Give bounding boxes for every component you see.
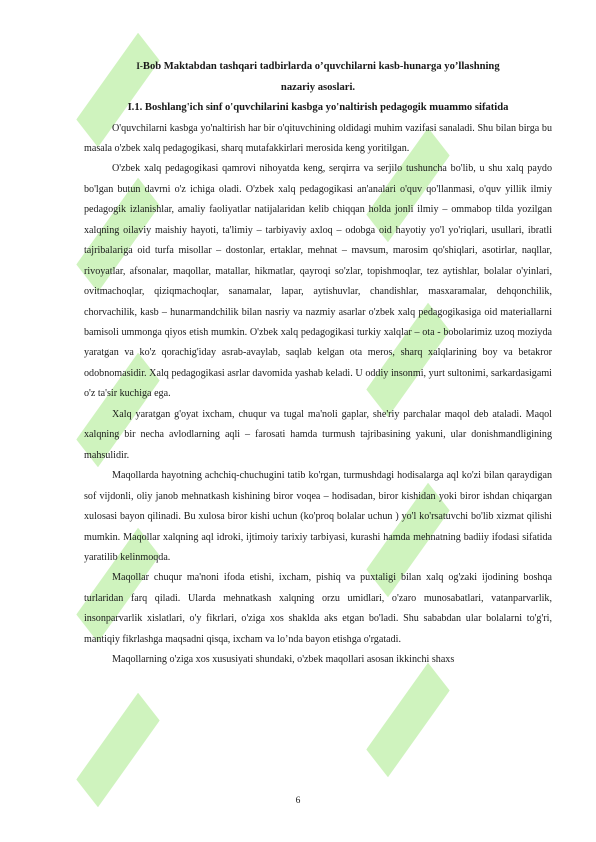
watermark-shape	[70, 686, 167, 814]
chapter-title-line1: Bob Maktabdan tashqari tadbirlarda o’quvchilarni kasb-hunarga yo’llashning	[142, 61, 500, 72]
paragraph: Maqollarda hayotning achchiq-chuchugini tatib ko'rgan, turmushdagi hodisalarga aql ko'zi bilan qaraydigan sof vijdonli, oliy janob mehnatkash kishining biror voqea – hodisadan, biror kishidan yoki biror ishdan chiqargan xulosasi bayon qilinadi. Bu xulosa biror kishi uchun (ko'proq bolalar uchun ) yo'l ko'rsatuvchi bo'lib xizmat qilishi mumkin. Maqollar xalqning aql idroki, ijtimoiy tarixiy tarbiyasi, kurashi hamda mehnatning badiiy ifodasi sifatida yaratilib kelinmoqda.	[84, 470, 552, 564]
chapter-title-line2: nazariy asoslari.	[280, 81, 356, 93]
chapter-title	[84, 56, 552, 78]
page-number: 6	[295, 796, 301, 806]
watermark-shape	[360, 656, 457, 784]
paragraph: O'quvchilarni kasbga yo'naltirish har bir o'qituvchining oldidagi muhim vazifasi sanaladi. Shu bilan birga bu masala o'zbek xalq pedagogikasi, sharq mutafakkirlari merosida keng yoritilgan.	[84, 122, 552, 154]
chapter-number: I-	[136, 61, 143, 71]
section-heading: I.1. Boshlang'ich sinf o'quvchilarini kasbga yo'naltirish pedagogik muammo sifatida	[127, 102, 509, 113]
paragraph: Maqollarning o'ziga xos xususiyati shundaki, o'zbek maqollari asosan ikkinchi shaxs	[112, 654, 455, 666]
document-body	[84, 56, 552, 671]
paragraph: Xalq yaratgan g'oyat ixcham, chuqur va tugal ma'noli gaplar, she'riy parchalar maqol deb ataladi. Maqol xalqning bir necha avlodlarning aqli – farosati hamda turmush tajribasining yakuni, ular donishmandligining mahsulidir.	[84, 408, 552, 461]
paragraph: Maqollar chuqur ma'noni ifoda etishi, ixcham, pishiq va puxtaligi bilan xalq og'zaki ijodining boshqa turlaridan farq qiladi. Ularda mehnatkash xalqning orzu umidlari, o'zaro munosabatlari, vatanparvarlik, insonparvarlik xislatlari, o'y fikrlari, o'ziga xos shaklda aks etgan bo'ladi. Shu sababdan ular bolalarni to'g'ri, mantiqiy fikrlashga maqsadni qisqa, ixcham va lo’nda bayon etishga o'rgatadi.	[84, 572, 552, 645]
paragraph: O'zbek xalq pedagogikasi qamrovi nihoyatda keng, serqirra va serjilo tushuncha bo'lib, u shu xalq paydo bo'lgan butun davrni o'z ichiga oladi. O'zbek xalq pedagogikasi an'analari o'quv qo'llanmasi, o'quv yillik ilmiy pedagogik izlanishlar, amaliy faoliyatlar natijalaridan kelib chiqqan holda jonli ilmiy – ommabop tilda yozilgan xalqning oilaviy maishiy hayoti, ta'limiy – tarbiyaviy axloq – odobga oid hayotiy yo'l yo'riqlari, usullari, ibratli tajribalariga oid turfa misollar – dostonlar, ertaklar, mehnat – mavsum, marosim qo'shiqlari, asotirlar, naqllar, rivoyatlar, afsonalar, maqollar, matallar, hikmatlar, qayroqi so'zlar, topishmoqlar, tez aytishlar, bolalar o'yinlari, ovitmachoqlar, qiziqmachoqlar, sanamalar, lapar, aytishuvlar, chandishlar, masxaramalar, dehqonchilik, chorvachilik, kasb – hunarmandchilik bilan nasriy va nazmiy asarlar o'zbek xalq pedagogikasiga oid materiallarni bamisoli ummonga qiyos etish mumkin. O'zbek xalq pedagogikasi turkiy xalqlar – ota - bobolarimiz uzoq moziyda yaratgan va ko'z qorachig'iday asrab-avaylab, saqlab kelgan ota meros, sharq xalqlarining boy va betakror odobnomasidir. Xalq pedagogikasi asrlar davomida yashab keladi. U oddiy insonmi, yurt sultonimi, sarkardasigami o'z ta'sir kuchiga ega.	[84, 163, 552, 400]
